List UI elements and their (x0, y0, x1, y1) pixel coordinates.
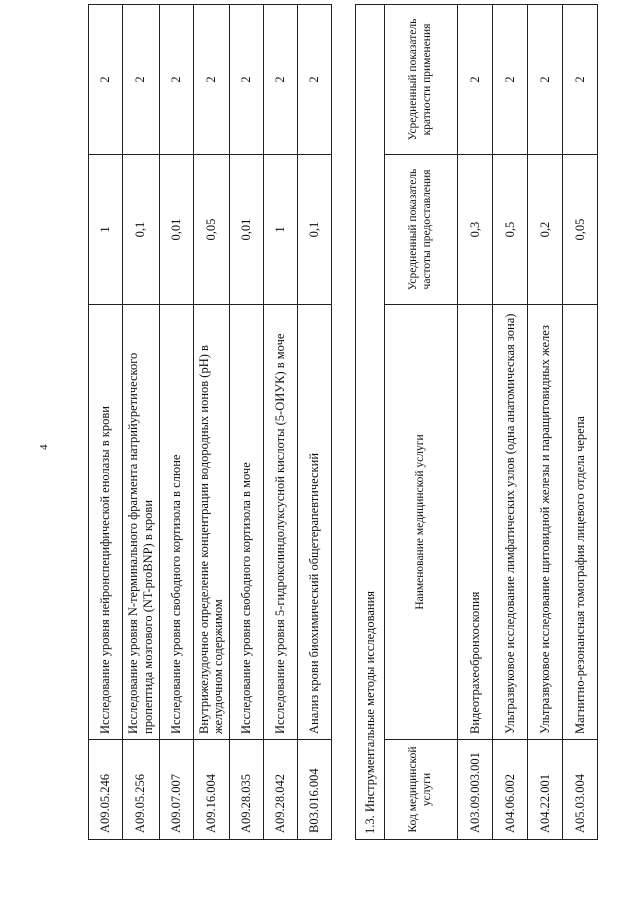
frequency-value: 1 (89, 155, 123, 305)
multiplicity-value: 2 (298, 5, 332, 155)
service-name: Ультразвуковое исследование лимфатических узлов (одна анатомическая зона) (493, 305, 528, 740)
frequency-value: 0,01 (159, 155, 193, 305)
service-code: A09.28.042 (264, 740, 298, 840)
table-row (89, 5, 123, 840)
table-row (528, 4, 563, 839)
service-name: Исследование уровня свободного кортизола в моче (230, 305, 264, 740)
multiplicity-value: 2 (230, 5, 264, 155)
service-name: Исследование уровня свободного кортизола в слюне (159, 305, 193, 740)
frequency-value: 0,1 (298, 155, 332, 305)
service-name: Магнитно-резонансная томография лицевого отдела черепа (563, 305, 598, 740)
page-number: 4 (38, 444, 50, 450)
table-row (230, 5, 264, 840)
frequency-value: 0,1 (123, 155, 160, 305)
table-row (159, 5, 193, 840)
service-code: A09.16.004 (193, 740, 230, 840)
frequency-value: 0,5 (493, 155, 528, 305)
table-row (493, 4, 528, 839)
frequency-value: 0,2 (528, 155, 563, 305)
frequency-value: 0,3 (458, 155, 493, 305)
laboratory-services-table (88, 4, 332, 840)
multiplicity-value: 2 (123, 5, 160, 155)
service-name: Ультразвуковое исследование щитовидной железы и паращитовидных желез (528, 305, 563, 740)
service-code: A04.06.002 (493, 740, 528, 840)
multiplicity-value: 2 (528, 4, 563, 154)
frequency-value: 1 (264, 155, 298, 305)
service-code: A09.07.007 (159, 740, 193, 840)
multiplicity-value: 2 (264, 5, 298, 155)
table-row (264, 5, 298, 840)
multiplicity-value: 2 (193, 5, 230, 155)
multiplicity-value: 2 (563, 4, 598, 154)
service-code: A09.28.035 (230, 740, 264, 840)
table-row (458, 4, 493, 839)
service-code: A04.22.001 (528, 740, 563, 840)
table-row (193, 5, 230, 840)
multiplicity-value: 2 (458, 4, 493, 154)
multiplicity-value: 2 (493, 4, 528, 154)
frequency-value: 0,01 (230, 155, 264, 305)
service-code: A03.09.003.001 (458, 740, 493, 840)
frequency-value: 0,05 (563, 155, 598, 305)
frequency-value: 0,05 (193, 155, 230, 305)
table-row (123, 5, 160, 840)
service-name: Анализ крови биохимический общетерапевтический (298, 305, 332, 740)
service-code: A09.05.256 (123, 740, 160, 840)
service-code: B03.016.004 (298, 740, 332, 840)
service-name: Исследование уровня 5-гидроксииндолуксусной кислоты (5-ОИУК) в моче (264, 305, 298, 740)
header-name: Наименование медицинской услуги (385, 305, 458, 740)
instrumental-methods-table (355, 4, 598, 840)
service-name: Видеотрахеобронхоскопия (458, 305, 493, 740)
header-frequency: Усредненный показатель частоты предоставления (385, 155, 458, 305)
table-row (298, 5, 332, 840)
service-name: Исследование уровня нейронспецифической енолазы в крови (89, 305, 123, 740)
service-name: Внутрижелудочное определение концентрации водородных ионов (pH) в желудочном содержимом (193, 305, 230, 740)
header-code: Код медицинской услуги (385, 740, 458, 840)
service-code: A09.05.246 (89, 740, 123, 840)
header-multiplicity: Усредненный показатель кратности применения (385, 4, 458, 154)
multiplicity-value: 2 (159, 5, 193, 155)
service-code: A05.03.004 (563, 740, 598, 840)
multiplicity-value: 2 (89, 5, 123, 155)
table-row (563, 4, 598, 839)
service-name: Исследование уровня N-терминального фрагмента натрийуретического пропептида мозгового (NT-proBNP) в крови (123, 305, 160, 740)
section-title: 1.3. Инструментальные методы исследования (356, 4, 385, 839)
